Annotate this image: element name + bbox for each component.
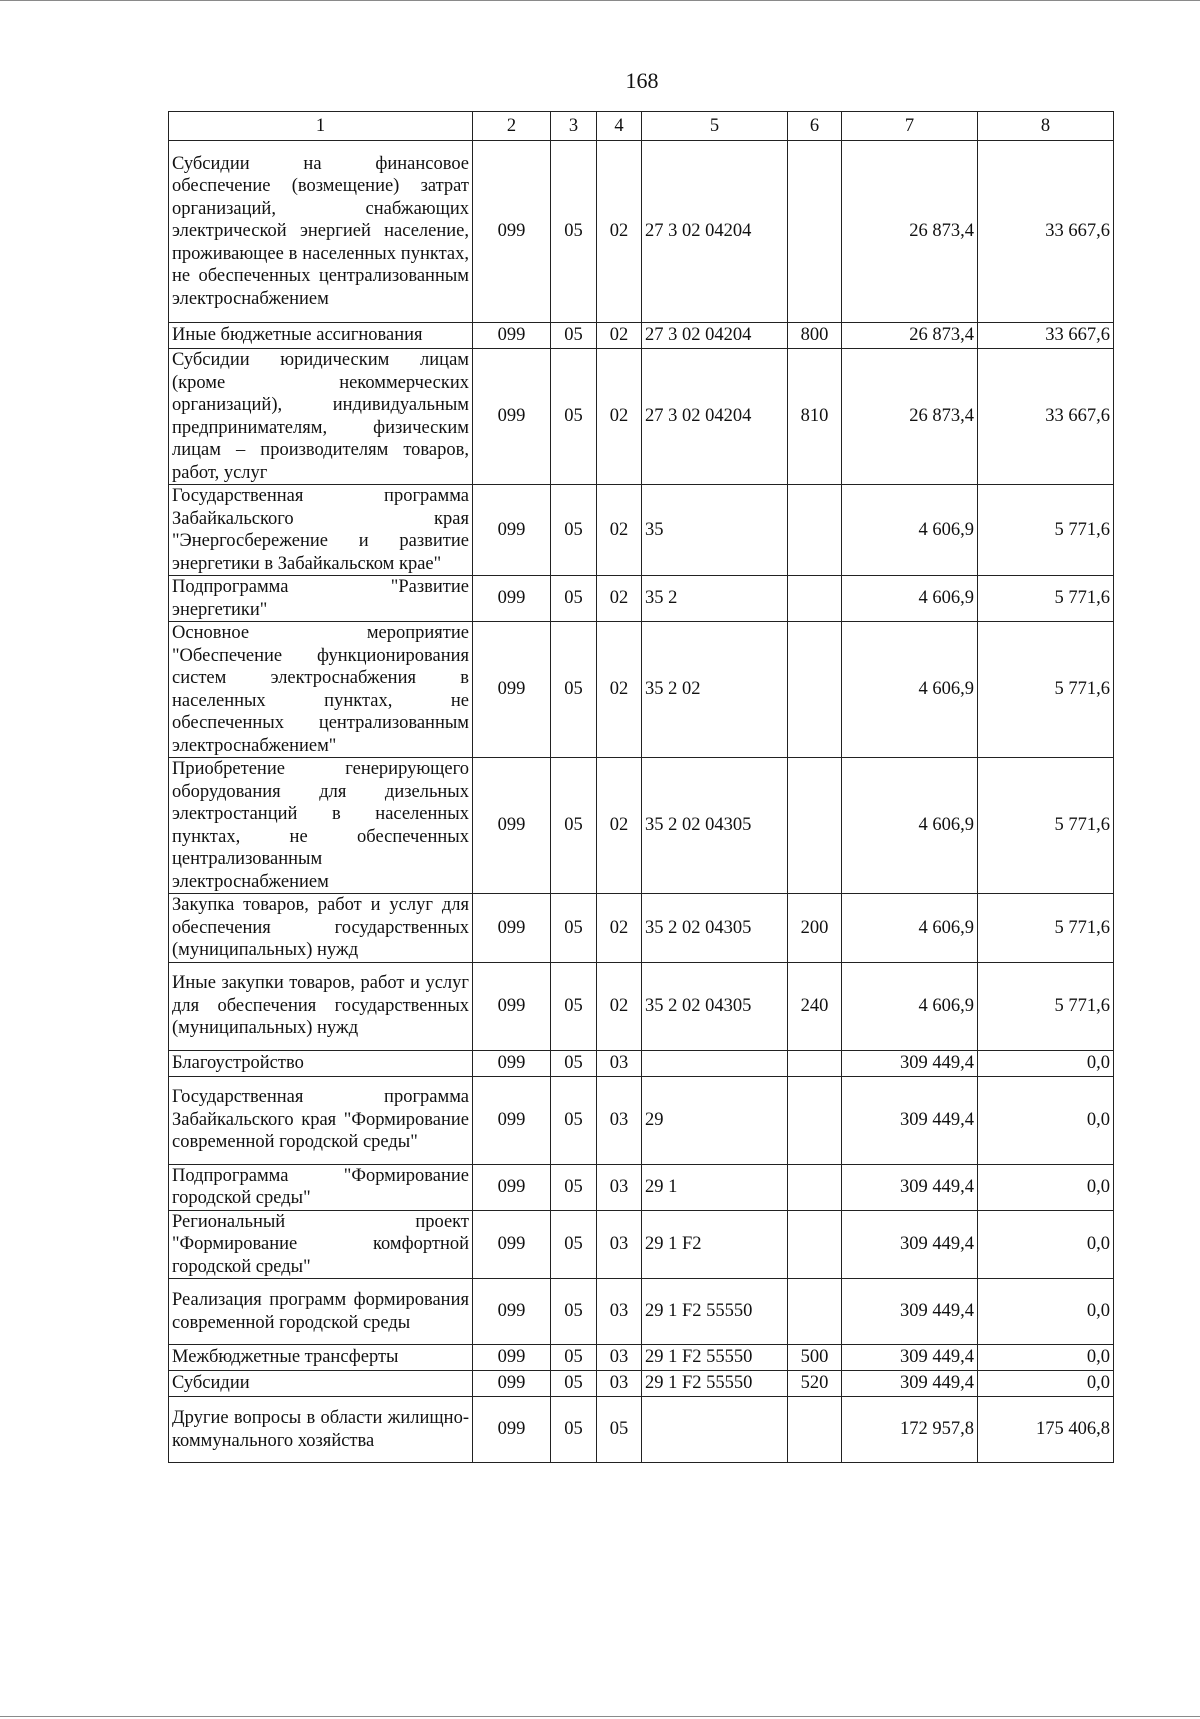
target-article-cell: 29 1 F2 55550 — [642, 1371, 788, 1397]
subsection-code-cell: 02 — [597, 894, 642, 963]
section-code-cell: 05 — [551, 349, 597, 485]
ministry-code-cell: 099 — [473, 1050, 551, 1076]
expense-type-cell — [788, 1076, 842, 1164]
amount-year-2-cell: 0,0 — [978, 1164, 1114, 1210]
scan-edge-top — [0, 0, 1200, 1]
target-article-cell: 27 3 02 04204 — [642, 349, 788, 485]
table-body — [169, 112, 1114, 1463]
target-article-cell: 29 — [642, 1076, 788, 1164]
table-row — [169, 1345, 1114, 1371]
amount-year-1-cell: 26 873,4 — [842, 323, 978, 349]
item-name-cell: Иные бюджетные ассигнования — [169, 323, 473, 349]
expense-type-cell — [788, 485, 842, 576]
subsection-code-cell: 02 — [597, 758, 642, 894]
ministry-code-cell: 099 — [473, 485, 551, 576]
amount-year-2-cell: 33 667,6 — [978, 349, 1114, 485]
section-code-cell: 05 — [551, 1371, 597, 1397]
section-code-cell: 05 — [551, 323, 597, 349]
amount-year-2-cell: 5 771,6 — [978, 758, 1114, 894]
table-row — [169, 962, 1114, 1050]
table-row — [169, 758, 1114, 894]
ministry-code-cell: 099 — [473, 1397, 551, 1463]
item-name-cell: Благоустройство — [169, 1050, 473, 1076]
amount-year-1-cell: 4 606,9 — [842, 485, 978, 576]
subsection-code-cell: 03 — [597, 1345, 642, 1371]
amount-year-2-cell: 5 771,6 — [978, 485, 1114, 576]
subsection-code-cell: 03 — [597, 1210, 642, 1279]
subsection-code-cell: 02 — [597, 323, 642, 349]
target-article-cell: 29 1 F2 55550 — [642, 1279, 788, 1345]
item-name-cell: Государственная программа Забайкальского края "Формирование современной городской среды" — [169, 1076, 473, 1164]
item-name-cell: Межбюджетные трансферты — [169, 1345, 473, 1371]
item-name-cell: Подпрограмма "Формирование городской среды" — [169, 1164, 473, 1210]
ministry-code-cell: 099 — [473, 1164, 551, 1210]
ministry-code-cell: 099 — [473, 576, 551, 622]
amount-year-1-cell: 172 957,8 — [842, 1397, 978, 1463]
item-name-cell: Закупка товаров, работ и услуг для обеспечения государственных (муниципальных) нужд — [169, 894, 473, 963]
expense-type-cell: 240 — [788, 962, 842, 1050]
ministry-code-cell: 099 — [473, 1210, 551, 1279]
target-article-cell: 35 2 02 04305 — [642, 962, 788, 1050]
amount-year-2-cell: 0,0 — [978, 1050, 1114, 1076]
table-row — [169, 576, 1114, 622]
target-article-cell: 29 1 F2 55550 — [642, 1345, 788, 1371]
amount-year-1-cell: 309 449,4 — [842, 1279, 978, 1345]
amount-year-1-cell: 309 449,4 — [842, 1345, 978, 1371]
scan-edge-bottom — [0, 1716, 1200, 1717]
amount-year-2-cell: 0,0 — [978, 1279, 1114, 1345]
target-article-cell: 35 2 02 04305 — [642, 758, 788, 894]
amount-year-1-cell: 4 606,9 — [842, 894, 978, 963]
section-code-cell: 05 — [551, 1345, 597, 1371]
target-article-cell — [642, 1050, 788, 1076]
section-code-cell: 05 — [551, 141, 597, 323]
subsection-code-cell: 03 — [597, 1164, 642, 1210]
header-cell: 8 — [978, 112, 1114, 141]
amount-year-2-cell: 0,0 — [978, 1345, 1114, 1371]
table-row — [169, 1164, 1114, 1210]
amount-year-2-cell: 0,0 — [978, 1371, 1114, 1397]
amount-year-1-cell: 309 449,4 — [842, 1371, 978, 1397]
amount-year-2-cell: 0,0 — [978, 1210, 1114, 1279]
target-article-cell: 27 3 02 04204 — [642, 141, 788, 323]
header-cell: 2 — [473, 112, 551, 141]
item-name-cell: Субсидии юридическим лицам (кроме некоммерческих организаций), индивидуальным предпринимателям, физическим лицам – производителям товаров, работ, услуг — [169, 349, 473, 485]
subsection-code-cell: 02 — [597, 576, 642, 622]
subsection-code-cell: 02 — [597, 622, 642, 758]
section-code-cell: 05 — [551, 622, 597, 758]
expense-type-cell: 800 — [788, 323, 842, 349]
expense-type-cell — [788, 1397, 842, 1463]
subsection-code-cell: 05 — [597, 1397, 642, 1463]
header-cell: 7 — [842, 112, 978, 141]
section-code-cell: 05 — [551, 1279, 597, 1345]
amount-year-1-cell: 4 606,9 — [842, 962, 978, 1050]
target-article-cell: 27 3 02 04204 — [642, 323, 788, 349]
item-name-cell: Субсидии на финансовое обеспечение (возмещение) затрат организаций, снабжающих электрической энергией население, проживающее в населенных пунктах, не обеспеченных централизованным электроснабжением — [169, 141, 473, 323]
amount-year-1-cell: 309 449,4 — [842, 1210, 978, 1279]
section-code-cell: 05 — [551, 576, 597, 622]
table-row — [169, 141, 1114, 323]
page-number: 168 — [625, 68, 659, 93]
amount-year-1-cell: 26 873,4 — [842, 141, 978, 323]
section-code-cell: 05 — [551, 485, 597, 576]
header-cell: 5 — [642, 112, 788, 141]
table-row — [169, 1050, 1114, 1076]
header-cell: 6 — [788, 112, 842, 141]
ministry-code-cell: 099 — [473, 622, 551, 758]
amount-year-2-cell: 5 771,6 — [978, 576, 1114, 622]
table-row — [169, 323, 1114, 349]
amount-year-1-cell: 309 449,4 — [842, 1076, 978, 1164]
target-article-cell: 29 1 — [642, 1164, 788, 1210]
expense-type-cell: 810 — [788, 349, 842, 485]
target-article-cell: 35 2 02 — [642, 622, 788, 758]
expense-type-cell — [788, 576, 842, 622]
table-row — [169, 894, 1114, 963]
expense-type-cell — [788, 141, 842, 323]
amount-year-2-cell: 5 771,6 — [978, 894, 1114, 963]
subsection-code-cell: 02 — [597, 141, 642, 323]
ministry-code-cell: 099 — [473, 1076, 551, 1164]
ministry-code-cell: 099 — [473, 141, 551, 323]
section-code-cell: 05 — [551, 1050, 597, 1076]
amount-year-1-cell: 309 449,4 — [842, 1164, 978, 1210]
ministry-code-cell: 099 — [473, 758, 551, 894]
table-row — [169, 1397, 1114, 1463]
table-row — [169, 622, 1114, 758]
subsection-code-cell: 02 — [597, 349, 642, 485]
ministry-code-cell: 099 — [473, 962, 551, 1050]
header-cell: 4 — [597, 112, 642, 141]
section-code-cell: 05 — [551, 1210, 597, 1279]
section-code-cell: 05 — [551, 894, 597, 963]
subsection-code-cell: 03 — [597, 1076, 642, 1164]
amount-year-1-cell: 4 606,9 — [842, 758, 978, 894]
ministry-code-cell: 099 — [473, 894, 551, 963]
section-code-cell: 05 — [551, 962, 597, 1050]
expense-type-cell — [788, 758, 842, 894]
subsection-code-cell: 03 — [597, 1371, 642, 1397]
ministry-code-cell: 099 — [473, 1371, 551, 1397]
amount-year-2-cell: 0,0 — [978, 1076, 1114, 1164]
ministry-code-cell: 099 — [473, 1345, 551, 1371]
item-name-cell: Субсидии — [169, 1371, 473, 1397]
section-code-cell: 05 — [551, 758, 597, 894]
expense-type-cell — [788, 1210, 842, 1279]
item-name-cell: Иные закупки товаров, работ и услуг для обеспечения государственных (муниципальных) нужд — [169, 962, 473, 1050]
subsection-code-cell: 03 — [597, 1279, 642, 1345]
amount-year-2-cell: 33 667,6 — [978, 141, 1114, 323]
item-name-cell: Государственная программа Забайкальского края "Энергосбережение и развитие энергетики в Забайкальском крае" — [169, 485, 473, 576]
item-name-cell: Подпрограмма "Развитие энергетики" — [169, 576, 473, 622]
subsection-code-cell: 03 — [597, 1050, 642, 1076]
subsection-code-cell: 02 — [597, 485, 642, 576]
amount-year-1-cell: 4 606,9 — [842, 576, 978, 622]
amount-year-2-cell: 33 667,6 — [978, 323, 1114, 349]
amount-year-1-cell: 4 606,9 — [842, 622, 978, 758]
table-row — [169, 1210, 1114, 1279]
item-name-cell: Основное мероприятие "Обеспечение функционирования систем электроснабжения в населенных пунктах, не обеспеченных централизованным электроснабжением" — [169, 622, 473, 758]
target-article-cell: 35 — [642, 485, 788, 576]
target-article-cell — [642, 1397, 788, 1463]
amount-year-1-cell: 26 873,4 — [842, 349, 978, 485]
target-article-cell: 35 2 02 04305 — [642, 894, 788, 963]
section-code-cell: 05 — [551, 1397, 597, 1463]
target-article-cell: 35 2 — [642, 576, 788, 622]
item-name-cell: Другие вопросы в области жилищно-коммунального хозяйства — [169, 1397, 473, 1463]
ministry-code-cell: 099 — [473, 349, 551, 485]
amount-year-2-cell: 175 406,8 — [978, 1397, 1114, 1463]
table-row — [169, 1279, 1114, 1345]
amount-year-1-cell: 309 449,4 — [842, 1050, 978, 1076]
expense-type-cell: 520 — [788, 1371, 842, 1397]
item-name-cell: Региональный проект "Формирование комфортной городской среды" — [169, 1210, 473, 1279]
item-name-cell: Приобретение генерирующего оборудования для дизельных электростанций в населенных пунктах, не обеспеченных централизованным электроснабжением — [169, 758, 473, 894]
header-cell: 1 — [169, 112, 473, 141]
table-row — [169, 349, 1114, 485]
ministry-code-cell: 099 — [473, 323, 551, 349]
amount-year-2-cell: 5 771,6 — [978, 622, 1114, 758]
table-row — [169, 1371, 1114, 1397]
table-row — [169, 1076, 1114, 1164]
expense-type-cell — [788, 1164, 842, 1210]
section-code-cell: 05 — [551, 1076, 597, 1164]
expense-type-cell — [788, 1279, 842, 1345]
table-row — [169, 485, 1114, 576]
item-name-cell: Реализация программ формирования современной городской среды — [169, 1279, 473, 1345]
ministry-code-cell: 099 — [473, 1279, 551, 1345]
expense-type-cell: 500 — [788, 1345, 842, 1371]
table-header-row — [169, 112, 1114, 141]
section-code-cell: 05 — [551, 1164, 597, 1210]
expense-type-cell: 200 — [788, 894, 842, 963]
subsection-code-cell: 02 — [597, 962, 642, 1050]
target-article-cell: 29 1 F2 — [642, 1210, 788, 1279]
expense-type-cell — [788, 1050, 842, 1076]
amount-year-2-cell: 5 771,6 — [978, 962, 1114, 1050]
expense-type-cell — [788, 622, 842, 758]
budget-table — [168, 111, 1114, 1463]
header-cell: 3 — [551, 112, 597, 141]
